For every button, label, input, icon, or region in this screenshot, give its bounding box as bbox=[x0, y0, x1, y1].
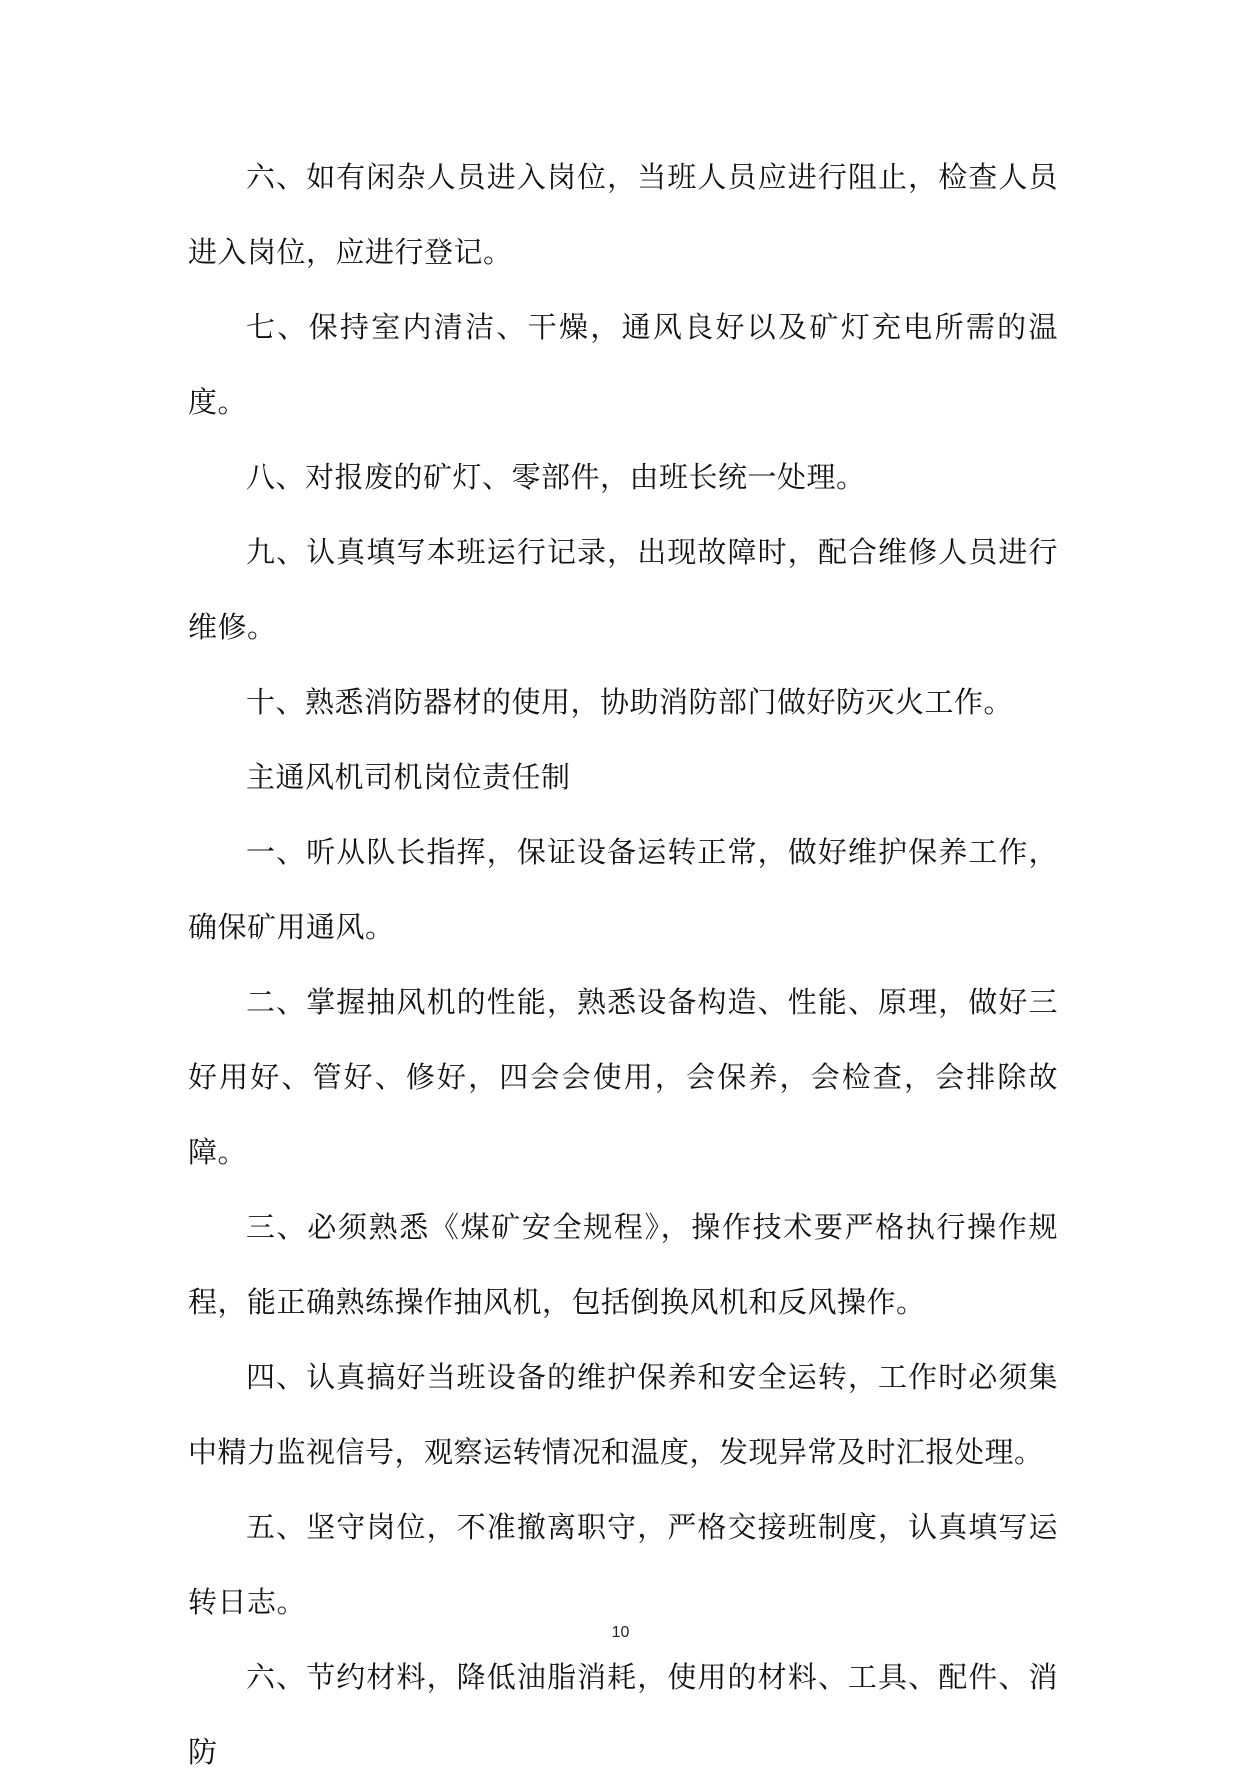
paragraph-duty-5: 五、坚守岗位，不准撤离职守，严格交接班制度，认真填写运转日志。 bbox=[188, 1510, 1058, 1619]
paragraph-item-8: 八、对报废的矿灯、零部件，由班长统一处理。 bbox=[246, 460, 866, 494]
paragraph-item-7: 七、保持室内清洁、干燥，通风良好以及矿灯充电所需的温度。 bbox=[188, 310, 1058, 419]
section-heading: 主通风机司机岗位责任制 bbox=[246, 760, 571, 794]
page-body bbox=[188, 140, 1058, 1790]
paragraph-duty-1: 一、听从队长指挥，保证设备运转正常，做好维护保养工作，确保矿用通风。 bbox=[188, 835, 1058, 944]
paragraph-duty-4: 四、认真搞好当班设备的维护保养和安全运转，工作时必须集中精力监视信号，观察运转情况和温度，发现异常及时汇报处理。 bbox=[188, 1360, 1058, 1469]
paragraph-duty-6: 六、节约材料，降低油脂消耗，使用的材料、工具、配件、消防 bbox=[188, 1660, 1058, 1769]
paragraph-item-10: 十、熟悉消防器材的使用，协助消防部门做好防灭火工作。 bbox=[246, 685, 1014, 719]
paragraph-item-6: 六、如有闲杂人员进入岗位，当班人员应进行阻止，检查人员进入岗位，应进行登记。 bbox=[188, 160, 1058, 269]
paragraph-duty-3: 三、必须熟悉《煤矿安全规程》，操作技术要严格执行操作规程，能正确熟练操作抽风机，包括倒换风机和反风操作。 bbox=[188, 1210, 1058, 1319]
page-number: 10 bbox=[611, 1624, 630, 1641]
paragraph-item-9: 九、认真填写本班运行记录，出现故障时，配合维修人员进行维修。 bbox=[188, 535, 1058, 644]
paragraph-duty-2: 二、掌握抽风机的性能，熟悉设备构造、性能、原理，做好三好用好、管好、修好，四会会使用，会保养，会检查，会排除故障。 bbox=[188, 985, 1058, 1169]
